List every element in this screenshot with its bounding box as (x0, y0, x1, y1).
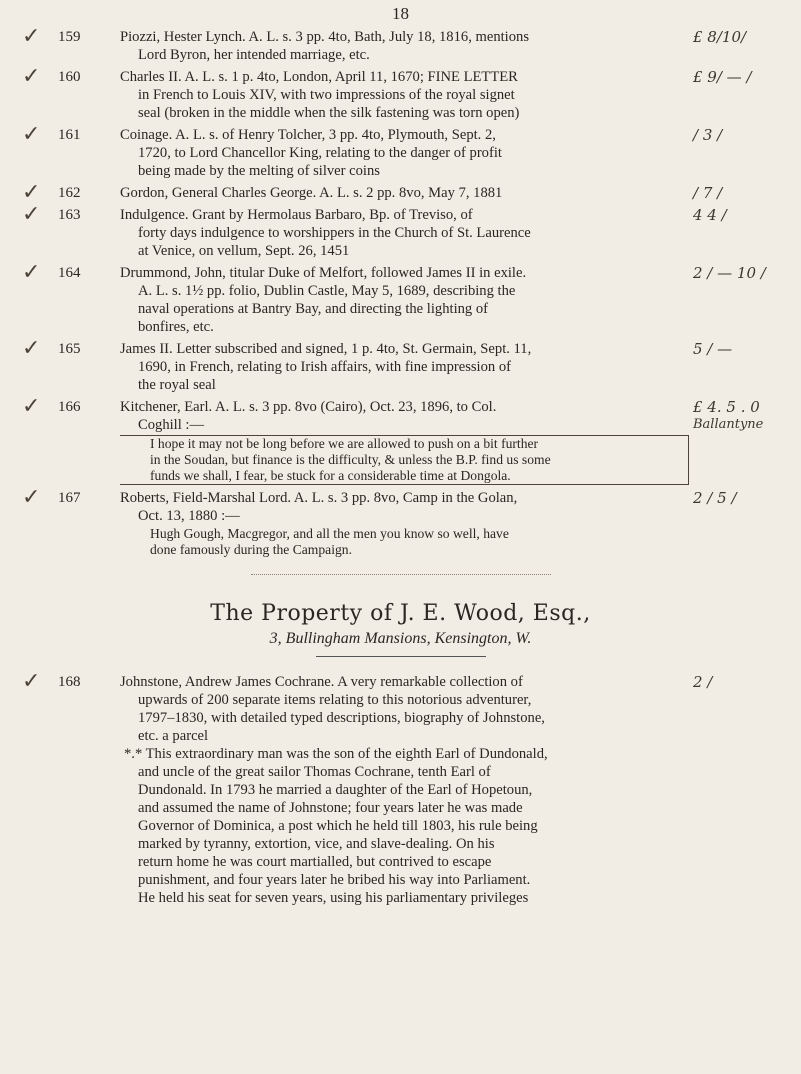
lot-166 (0, 394, 801, 485)
tick-mark-icon: ✓ (22, 180, 41, 205)
lot-number: 159 (58, 29, 81, 45)
lot-number: 165 (58, 341, 81, 357)
section-divider (251, 574, 551, 575)
tick-mark-icon: ✓ (22, 669, 41, 694)
letter-quote (120, 526, 683, 558)
lot-162 (0, 180, 801, 205)
heading-rule (316, 656, 486, 657)
handwritten-price: / 3 / (693, 126, 723, 144)
tick-mark-icon: ✓ (22, 122, 41, 147)
lot-text-line: Coghill :— (138, 417, 205, 433)
lot-note-line: and uncle of the great sailor Thomas Cochrane, tenth Earl of (138, 764, 491, 780)
lot-161 (0, 122, 801, 180)
lot-168 (0, 669, 801, 907)
lot-text-line: the royal seal (138, 377, 216, 393)
lot-note-line: return home he was court martialled, but contrived to escape (138, 854, 492, 870)
tick-mark-icon: ✓ (22, 394, 41, 419)
handwritten-price: / 7 / (693, 184, 723, 202)
property-heading: The Property of J. E. Wood, Esq., (210, 601, 591, 626)
catalogue-entries (0, 24, 801, 911)
lot-163 (0, 202, 801, 260)
lot-text-line: James II. Letter subscribed and signed, 1 p. 4to, St. Germain, Sept. 11, (120, 341, 532, 357)
lot-text-line: Charles II. A. L. s. 1 p. 4to, London, April 11, 1670; FINE LETTER (120, 69, 518, 85)
lot-159 (0, 24, 801, 64)
lot-text-line: Piozzi, Hester Lynch. A. L. s. 3 pp. 4to, Bath, July 18, 1816, mentions (120, 29, 530, 45)
quote-line: in the Soudan, but finance is the difficulty, & unless the B.P. find us some (150, 452, 551, 467)
lot-number: 167 (58, 490, 81, 506)
letter-quote (120, 435, 689, 485)
lot-text-line: Oct. 13, 1880 :— (138, 508, 240, 524)
lot-text-line: 1797–1830, with detailed typed descriptions, biography of Johnstone, (138, 710, 545, 726)
handwritten-price: £ 9/ — / (693, 68, 752, 86)
lot-text-line: Coinage. A. L. s. of Henry Tolcher, 3 pp. 4to, Plymouth, Sept. 2, (120, 127, 496, 143)
quote-line: funds we shall, I fear, be stuck for a considerable time at Dongola. (150, 468, 511, 483)
lot-text-line: etc. a parcel (138, 728, 209, 744)
quote-line: Hugh Gough, Macgregor, and all the men you know so well, have (150, 526, 509, 541)
lot-160 (0, 64, 801, 122)
lot-text-line: 1690, in French, relating to Irish affairs, with fine impression of (138, 359, 512, 375)
lot-text-line: Drummond, John, titular Duke of Melfort, followed James II in exile. (120, 265, 527, 281)
lot-text-line: bonfires, etc. (138, 319, 214, 335)
lot-text-line: forty days indulgence to worshippers in the Church of St. Laurence (138, 225, 531, 241)
handwritten-price: 4 4 / (693, 206, 727, 224)
lot-note-line: marked by tyranny, extortion, vice, and slave-dealing. On his (138, 836, 495, 852)
property-address: 3, Bullingham Mansions, Kensington, W. (269, 630, 532, 647)
tick-mark-icon: ✓ (22, 24, 41, 49)
lot-number: 161 (58, 127, 81, 143)
price-amount: £ 4. 5 . 0 (693, 398, 760, 416)
lot-text-line: naval operations at Bantry Bay, and directing the lighting of (138, 301, 489, 317)
page-number: 18 (392, 4, 409, 23)
lot-note-line: Governor of Dominica, a post which he held till 1803, his rule being (138, 818, 538, 834)
lot-text-line: Lord Byron, her intended marriage, etc. (138, 47, 370, 63)
lot-text-line: A. L. s. 1½ pp. folio, Dublin Castle, May 5, 1689, describing the (138, 283, 516, 299)
lot-text-line: upwards of 200 separate items relating to this notorious adventurer, (138, 692, 532, 708)
tick-mark-icon: ✓ (22, 260, 41, 285)
lot-number: 168 (58, 674, 81, 690)
lot-text-line: Kitchener, Earl. A. L. s. 3 pp. 8vo (Cairo), Oct. 23, 1896, to Col. (120, 399, 497, 415)
handwritten-price: 5 / — (693, 340, 733, 358)
lot-text-line: Indulgence. Grant by Hermolaus Barbaro, Bp. of Treviso, of (120, 207, 473, 223)
lot-text-line: 1720, to Lord Chancellor King, relating to the danger of profit (138, 145, 502, 161)
handwritten-price: £ 8/10/ (693, 28, 747, 46)
lot-164 (0, 260, 801, 336)
lot-note-line: and assumed the name of Johnstone; four years later he was made (138, 800, 523, 816)
lot-note-line: punishment, and four years later he bribed his way into Parliament. (138, 872, 531, 888)
lot-number: 162 (58, 185, 81, 201)
tick-mark-icon: ✓ (22, 202, 41, 227)
tick-mark-icon: ✓ (22, 64, 41, 89)
lot-text-line: Gordon, General Charles George. A. L. s. 2 pp. 8vo, May 7, 1881 (120, 185, 503, 201)
lot-note-line: *.* This extraordinary man was the son of the eighth Earl of Dundonald, (124, 746, 548, 762)
lot-text-line: seal (broken in the middle when the silk fastening was torn open) (138, 105, 520, 121)
lot-text-line: in French to Louis XIV, with two impressions of the royal signet (138, 87, 515, 103)
lot-text-line: Johnstone, Andrew James Cochrane. A very remarkable collection of (120, 674, 523, 690)
lot-note-line: He held his seat for seven years, using his parliamentary privileges (138, 890, 529, 906)
lot-number: 164 (58, 265, 81, 281)
lot-number: 166 (58, 399, 81, 415)
lot-text-line: being made by the melting of silver coins (138, 163, 380, 179)
lot-165 (0, 336, 801, 394)
tick-mark-icon: ✓ (22, 336, 41, 361)
lot-text-line: Roberts, Field-Marshal Lord. A. L. s. 3 pp. 8vo, Camp in the Golan, (120, 490, 518, 506)
quote-line: done famously during the Campaign. (150, 542, 352, 557)
handwritten-price: 2 / 5 / (693, 489, 737, 507)
lot-number: 163 (58, 207, 81, 223)
buyer-name: Ballantyne (693, 417, 764, 432)
quote-line: I hope it may not be long before we are allowed to push on a bit further (150, 436, 539, 451)
tick-mark-icon: ✓ (22, 485, 41, 510)
handwritten-price (693, 398, 789, 434)
handwritten-price: 2 / (693, 673, 713, 691)
lot-167 (0, 485, 801, 558)
handwritten-price: 2 / — 10 / (693, 264, 766, 282)
lot-text-line: at Venice, on vellum, Sept. 26, 1451 (138, 243, 350, 259)
lot-number: 160 (58, 69, 81, 85)
lot-note-line: Dundonald. In 1793 he married a daughter of the Earl of Hopetoun, (138, 782, 533, 798)
